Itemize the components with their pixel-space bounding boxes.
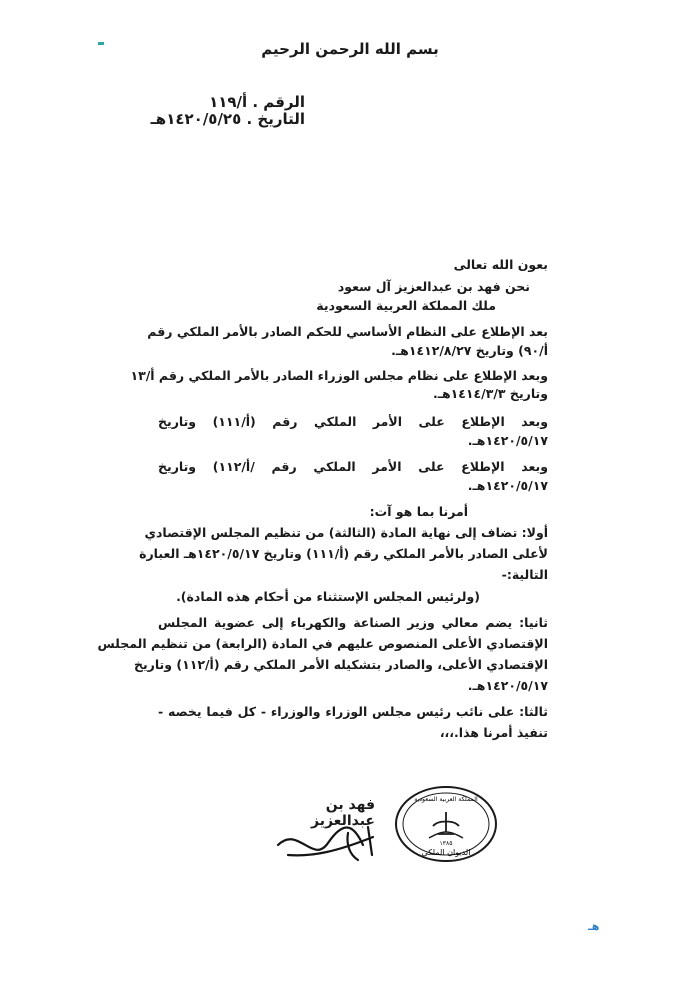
body-line: ثانيا: يضم معالي وزير الصناعة والكهرباء إلى عضوية المجلس: [158, 615, 548, 630]
body-line: وبعد الإطلاع على نظام مجلس الوزراء الصادر بالأمر الملكي رقم أ/١٣: [130, 368, 548, 383]
body-line: لأعلى الصادر بالأمر الملكي رقم (أ/١١١) وتاريخ ١٤٢٠/٥/١٧هـ العبارة: [139, 546, 548, 561]
opening-line: بعون الله تعالى: [453, 257, 548, 272]
body-line: ١٤٢٠/٥/١٧هـ.: [467, 678, 548, 693]
body-line: أولا: تضاف إلى نهاية المادة (الثالثة) من تنظيم المجلس الإقتصادي: [144, 525, 548, 540]
body-line: (ولرئيس المجلس الإستثناء من أحكام هذه المادة).: [176, 589, 480, 604]
footer-mark: هـ: [588, 920, 600, 933]
seal-top-text: المملكة العربية السعودية: [414, 796, 478, 803]
handwritten-signature: [268, 815, 388, 875]
body-line: الإقتصادي الأعلى المنصوص عليهم في المادة (الرابعة) من تنظيم المجلس: [97, 636, 548, 651]
seal-bottom-text: الديوان الملكي: [421, 848, 471, 857]
king-name: نحن فهد بن عبدالعزيز آل سعود: [337, 279, 530, 294]
basmala: بسم الله الرحمن الرحيم: [261, 40, 439, 58]
body-line: الإقتصادي الأعلى، والصادر بتشكيله الأمر الملكي رقم (أ/١١٢) وتاريخ: [133, 657, 548, 672]
signatory-name: فهد بن عبدالعزيز: [311, 797, 375, 829]
royal-court-seal: [393, 784, 499, 864]
body-line: تنفيذ أمرنا هذا.،،،: [439, 725, 548, 740]
body-line: وتاريخ ١٤١٤/٣/٣هـ.: [432, 386, 548, 401]
body-line: بعد الإطلاع على النظام الأساسي للحكم الصادر بالأمر الملكي رقم: [147, 324, 548, 339]
body-line: وبعد الإطلاع على الأمر الملكي رقم (أ/١١١) وتاريخ: [158, 414, 548, 429]
seal-year: ١٣٨٥: [439, 840, 453, 847]
body-line: ثالثا: على نائب رئيس مجلس الوزراء والوزراء - كل فيما يخصه -: [158, 704, 548, 719]
document-number: الرقم . أ/١١٩: [209, 93, 305, 111]
body-line: التالية:-: [501, 567, 548, 582]
body-line: ١٤٢٠/٥/١٧هـ.: [467, 478, 548, 493]
body-line: أ/٩٠) وتاريخ ١٤١٢/٨/٢٧هـ.: [391, 343, 548, 358]
king-title: ملك المملكة العربية السعودية: [316, 298, 496, 313]
body-line: ١٤٢٠/٥/١٧هـ.: [467, 433, 548, 448]
command-heading: أمرنا بما هو آت:: [369, 504, 468, 519]
document-date: التاريخ . ١٤٢٠/٥/٢٥هـ: [150, 110, 305, 128]
body-line: وبعد الإطلاع على الأمر الملكي رقم /أ/١١٢) وتاريخ: [158, 459, 548, 474]
